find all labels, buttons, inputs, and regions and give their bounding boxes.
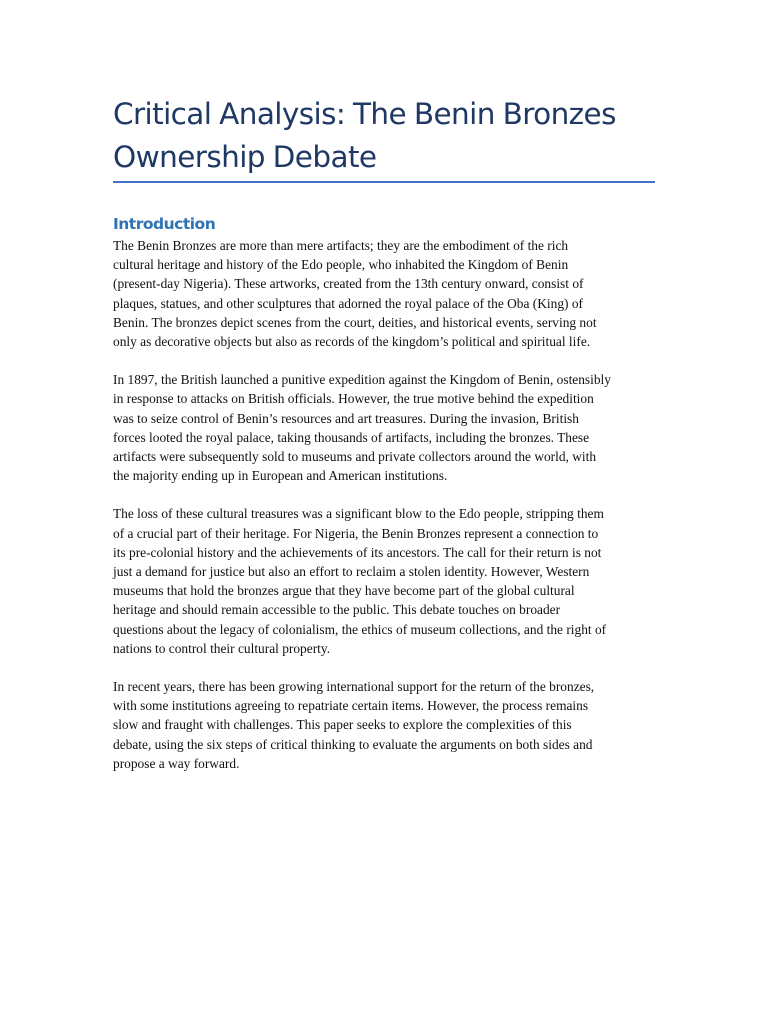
title-line: Critical Analysis: The Benin Bronzes (113, 97, 616, 131)
text-line: its pre-colonial history and the achievements of its ancestors. The call for their return is not (113, 544, 602, 560)
document-page (113, 93, 655, 773)
text-line: of a crucial part of their heritage. For Nigeria, the Benin Bronzes represent a connection to (113, 525, 599, 541)
text-line: was to seize control of Benin’s resources and art treasures. During the invasion, British (113, 410, 579, 426)
text-line: just a demand for justice but also an effort to reclaim a stolen identity. However, Western (113, 564, 590, 580)
title-underline-rule (113, 181, 655, 183)
text-line: with some institutions agreeing to repatriate certain items. However, the process remains (113, 698, 589, 714)
paragraph-4 (113, 677, 655, 773)
text-line: debate, using the six steps of critical thinking to evaluate the arguments on both sides and (113, 736, 593, 752)
paragraph-1 (113, 236, 655, 351)
text-line: questions about the legacy of colonialism, the ethics of museum collections, and the right of (113, 621, 607, 637)
text-line: In 1897, the British launched a punitive expedition against the Kingdom of Benin, ostensibly (113, 372, 611, 388)
text-line: only as decorative objects but also as records of the kingdom’s political and spiritual life. (113, 334, 591, 350)
text-line: museums that hold the bronzes argue that they have become part of the global cultural (113, 583, 575, 599)
text-line: propose a way forward. (113, 755, 240, 771)
text-line: nations to control their cultural property. (113, 640, 331, 656)
text-line: in response to attacks on British officials. However, the true motive behind the expedition (113, 391, 594, 407)
title-line: Ownership Debate (113, 140, 377, 174)
document-title (113, 93, 655, 179)
text-line: The Benin Bronzes are more than mere artifacts; they are the embodiment of the rich (113, 238, 569, 253)
paragraph-3 (113, 504, 655, 658)
text-line: the majority ending up in European and American institutions. (113, 468, 448, 484)
text-line: (present-day Nigeria). These artworks, created from the 13th century onward, consist of (113, 276, 584, 292)
paragraph-2 (113, 370, 655, 485)
text-line: Benin. The bronzes depict scenes from the court, deities, and historical events, serving not (113, 314, 597, 330)
text-line: plaques, statues, and other sculptures that adorned the royal palace of the Oba (King) of (113, 295, 583, 311)
text-line: cultural heritage and history of the Edo people, who inhabited the Kingdom of Benin (113, 257, 569, 273)
text-line: heritage and should remain accessible to the public. This debate touches on broader (113, 602, 561, 618)
text-line: In recent years, there has been growing international support for the return of the bronzes, (113, 679, 595, 695)
text-line: slow and fraught with challenges. This paper seeks to explore the complexities of this (113, 717, 572, 733)
text-line: artifacts were subsequently sold to museums and private collectors around the world, with (113, 449, 597, 465)
section-heading-introduction: Introduction (113, 215, 216, 233)
text-line: The loss of these cultural treasures was a significant blow to the Edo people, stripping them (113, 506, 604, 522)
text-line: forces looted the royal palace, taking thousands of artifacts, including the bronzes. These (113, 429, 590, 445)
